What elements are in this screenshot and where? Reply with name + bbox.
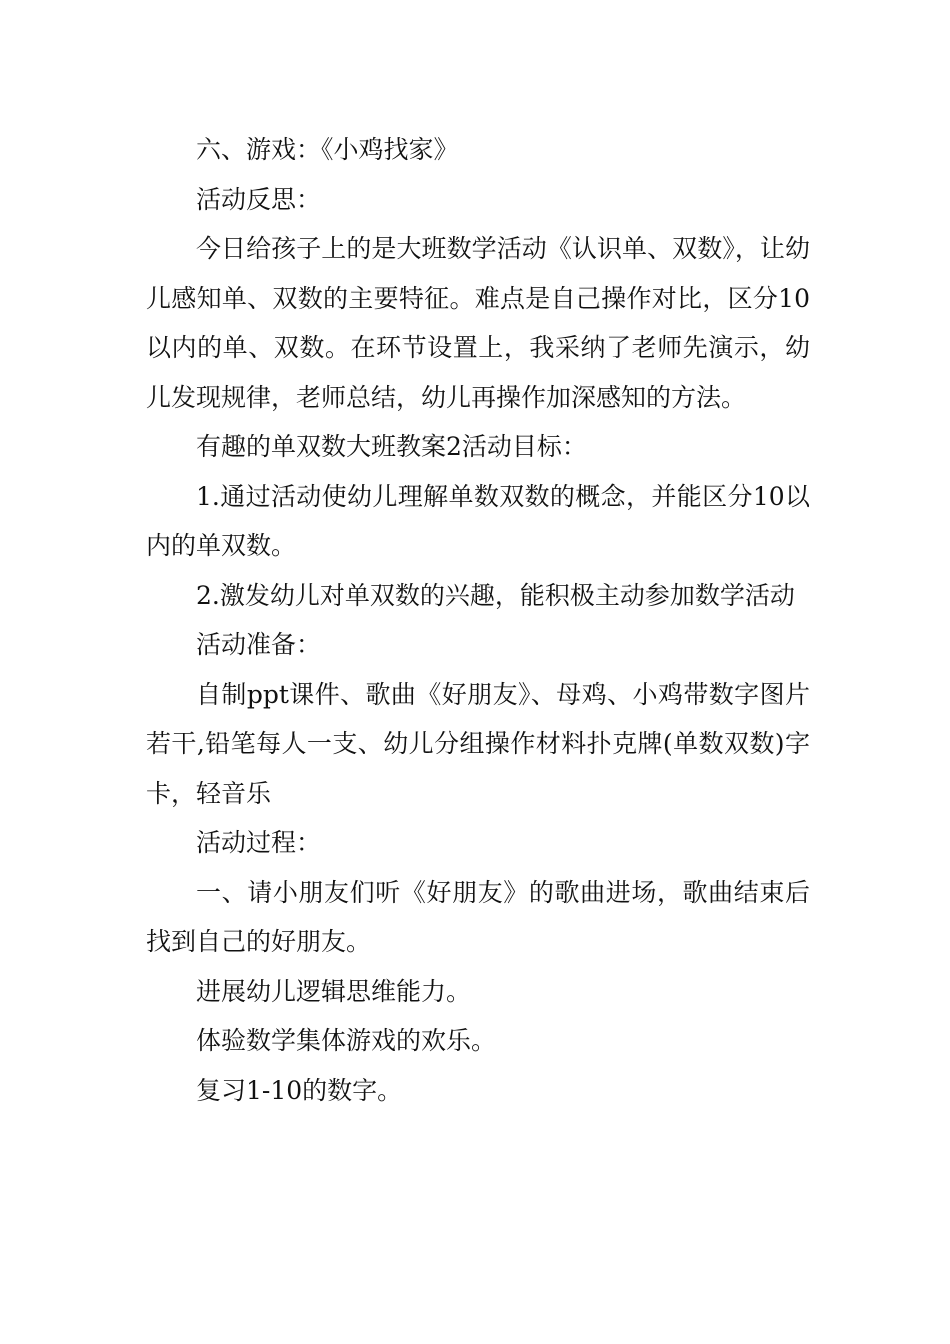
paragraph-develop-logic: 进展幼儿逻辑思维能力。 bbox=[196, 976, 472, 1006]
paragraph-process-step-1: 一、请小朋友们听《好朋友》的歌曲进场，歌曲结束后找到自己的好朋友。 bbox=[146, 877, 810, 956]
paragraph-game-title: 六、游戏：《小鸡找家》 bbox=[196, 135, 459, 164]
paragraph-lesson2-goals-heading: 有趣的单双数大班教案2活动目标： bbox=[196, 432, 587, 461]
paragraph-reflection-heading: 活动反思： bbox=[196, 184, 322, 214]
paragraph-goal-1: 1.通过活动使幼儿理解单数双数的概念，并能区分10以内的单双数。 bbox=[146, 481, 810, 560]
paragraph-process-heading: 活动过程： bbox=[196, 828, 322, 857]
paragraph-experience-joy: 体验数学集体游戏的欢乐。 bbox=[196, 1026, 497, 1055]
paragraph-review-numbers: 复习1-10的数字。 bbox=[196, 1075, 403, 1105]
paragraph-goal-2: 2.激发幼儿对单双数的兴趣，能积极主动参加数学活动 bbox=[196, 580, 795, 610]
paragraph-preparation-heading: 活动准备： bbox=[196, 630, 322, 659]
paragraph-reflection-body: 今日给孩子上的是大班数学活动《认识单、双数》，让幼儿感知单、双数的主要特征。难点是自己操作对比，区分10以内的单、双数。在环节设置上，我采纳了老师先演示，幼儿发现规律，老师总结，幼儿再操作加深感知的方法。 bbox=[146, 234, 810, 412]
paragraph-preparation-body: 自制ppt课件、歌曲《好朋友》、母鸡、小鸡带数字图片若干,铅笔每人一支、幼儿分组操作材料扑克牌(单数双数)字卡，轻音乐 bbox=[146, 679, 810, 808]
